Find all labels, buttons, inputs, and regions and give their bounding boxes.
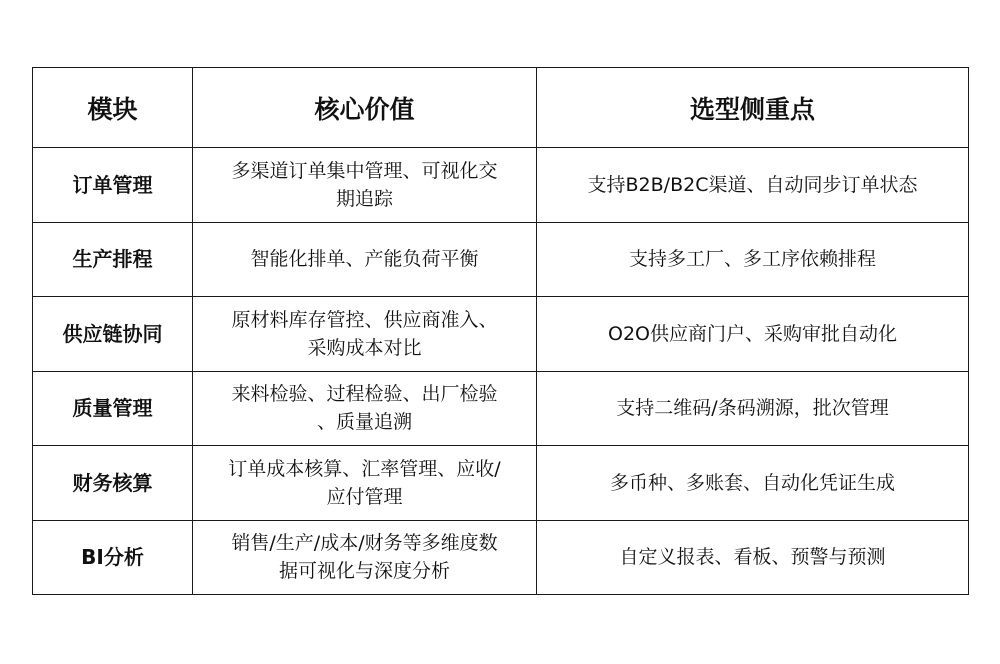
table-row [33,371,969,446]
core-value-line: 来料检验、过程检验、出厂检验 [231,383,498,406]
selection-focus-cell: 多币种、多账套、自动化凭证生成 [537,446,969,521]
module-cell: 订单管理 [33,148,193,223]
core-value-line: 销售/生产/成本/财务等多维度数 [231,532,498,555]
core-value-cell [193,520,537,595]
core-value-cell [193,297,537,372]
core-value-cell [193,148,537,223]
core-value-line: 期追踪 [335,187,393,210]
core-value-cell [193,446,537,521]
core-value-line: 智能化排单、产能负荷平衡 [250,248,479,271]
comparison-table-container [32,67,968,595]
core-value-line: 应付管理 [326,485,403,508]
selection-focus-cell: O2O供应商门户、采购审批自动化 [537,297,969,372]
core-value-line: 多渠道订单集中管理、可视化交 [231,159,498,182]
core-value-cell [193,222,537,297]
selection-focus-cell: 支持二维码/条码溯源，批次管理 [537,371,969,446]
module-cell: BI分析 [33,520,193,595]
selection-focus-cell: 支持多工厂、多工序依赖排程 [537,222,969,297]
table-row [33,222,969,297]
module-cell: 质量管理 [33,371,193,446]
table-row [33,520,969,595]
module-cell: 供应链协同 [33,297,193,372]
header-core-value: 核心价值 [193,68,537,148]
header-module: 模块 [33,68,193,148]
module-cell: 生产排程 [33,222,193,297]
selection-focus-cell: 支持B2B/B2C渠道、自动同步订单状态 [537,148,969,223]
module-cell: 财务核算 [33,446,193,521]
erp-module-table [32,67,969,595]
table-row [33,297,969,372]
core-value-line: 、质量追溯 [316,411,412,434]
table-row [33,446,969,521]
table-row [33,148,969,223]
core-value-line: 据可视化与深度分析 [278,560,450,583]
core-value-line: 采购成本对比 [307,336,422,359]
core-value-line: 订单成本核算、汇率管理、应收/ [228,457,501,480]
table-header-row [33,68,969,148]
core-value-line: 原材料库存管控、供应商准入、 [231,308,498,331]
core-value-cell [193,371,537,446]
header-selection-focus: 选型侧重点 [537,68,969,148]
selection-focus-cell: 自定义报表、看板、预警与预测 [537,520,969,595]
